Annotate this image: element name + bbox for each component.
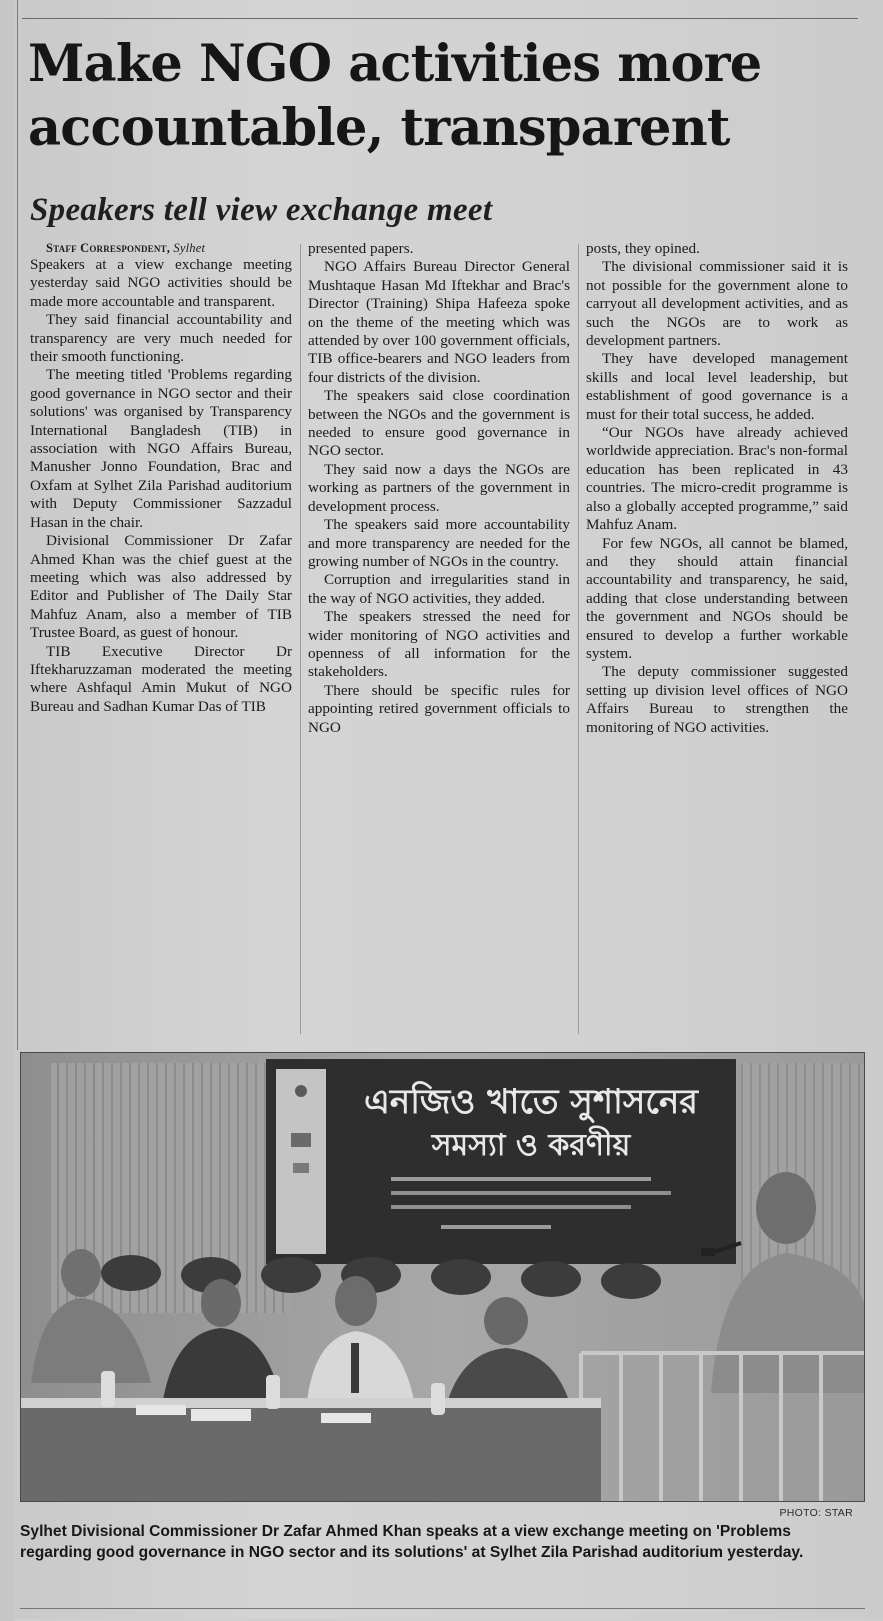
paragraph: The speakers stressed the need for wider monitoring of NGO activities and openness of all information for the stakeholders. — [308, 608, 570, 681]
photo-caption: Sylhet Divisional Commissioner Dr Zafar Ahmed Khan speaks at a view exchange meeting on 'Problems regarding good governance in NGO sector and its solutions' at Sylhet Zila Parishad auditorium yesterday. — [20, 1523, 804, 1561]
paragraph: posts, they opined. — [586, 240, 700, 257]
column-rule — [300, 244, 301, 1034]
banner-fine-text — [441, 1225, 551, 1229]
byline-name: Staff Correspondent, — [46, 241, 171, 255]
banner-title-line-1: এনজিও খাতে সুশাসনের — [364, 1082, 698, 1122]
article-body — [30, 240, 860, 1040]
photo-scene — [21, 1053, 864, 1501]
paragraph: NGO Affairs Bureau Director General Mushtaque Hasan Md Iftekhar and Brac's Director (Training) Shipa Hafeeza spoke on the theme of the meeting which was attended by over 100 government officials, TIB office-bearers and NGO leaders from four districts of the division. — [308, 258, 570, 386]
column-3 — [586, 240, 848, 737]
column-divider-left — [17, 0, 18, 1050]
paragraph: The divisional commissioner said it is not possible for the government alone to carryout all development activities, and as such the NGOs are to work as development partners. — [586, 258, 848, 350]
banner-fine-text — [391, 1205, 631, 1209]
subheadline: Speakers tell view exchange meet — [30, 192, 493, 228]
banner-logo — [293, 1163, 309, 1173]
paragraph: The speakers said more accountability and more transparency are needed for the growing number of NGOs in the country. — [308, 516, 570, 570]
paragraph: “Our NGOs have already achieved worldwide appreciation. Brac's non-formal education has been replicated in 43 countries. The micro-credit programme is also a globally accepted programme,” said Mahfuz Anam. — [586, 424, 848, 534]
column-1 — [30, 240, 292, 716]
banner-logo — [291, 1133, 311, 1147]
headline — [28, 32, 878, 160]
paragraph: They have developed management skills and local level leadership, but establishment of good governance is a must for their total success, he added. — [586, 350, 848, 423]
byline-place: Sylhet — [173, 241, 206, 255]
banner-title-line-2: সমস্যা ও করণীয় — [431, 1128, 631, 1163]
paragraph: The meeting titled 'Problems regarding good governance in NGO sector and their solutions' was organised by Transparency International Bangladesh (TIB) in association with NGO Affairs Bureau, Manusher Jonno Foundation, Brac and Oxfam at Sylhet Zila Parishad auditorium with Deputy Commissioner Sazzadul Hasan in the chair. — [30, 366, 292, 531]
byline — [30, 240, 292, 256]
paragraph: They said financial accountability and transparency are very much needed for their smooth functioning. — [30, 311, 292, 366]
column-2 — [308, 240, 570, 737]
top-rule — [22, 18, 858, 19]
paragraph: For few NGOs, all cannot be blamed, and they should attain financial accountability and transparency, he said, adding that close understanding between the government and NGOs should be ensured to develop a further workable system. — [586, 534, 848, 662]
paragraph: TIB Executive Director Dr Iftekharuzzaman moderated the meeting where Ashfaqul Amin Mukut of NGO Bureau and Sadhan Kumar Das of TIB — [30, 642, 292, 715]
banner-fine-text — [391, 1191, 671, 1195]
paragraph: The speakers said close coordination between the NGOs and the government is needed to ensure good governance in NGO sector. — [308, 387, 570, 460]
paragraph: presented papers. — [308, 240, 414, 257]
head-table — [21, 1403, 601, 1501]
headline-line-2: accountable, transparent — [28, 98, 730, 158]
paragraph: They said now a days the NGOs are working as partners of the government in development process. — [308, 460, 570, 515]
banner-fine-text — [391, 1177, 651, 1181]
bottom-rule — [20, 1608, 865, 1609]
paragraph: Divisional Commissioner Dr Zafar Ahmed Khan was the chief guest at the meeting which was also addressed by Editor and Publisher of The Daily Star Mahfuz Anam, also a member of TIB Trustee Board, as guest of honour. — [30, 532, 292, 642]
photo-credit: PHOTO: STAR — [779, 1507, 853, 1519]
adjacent-column-edge — [0, 0, 14, 1621]
paragraph: Speakers at a view exchange meeting yesterday said NGO activities should be made more accountable and transparent. — [30, 256, 292, 310]
column-rule — [578, 244, 579, 1034]
paragraph: Corruption and irregularities stand in the way of NGO activities, they added. — [308, 571, 570, 607]
paragraph: There should be specific rules for appointing retired government officials to NGO — [308, 681, 570, 736]
banner-logo — [295, 1085, 307, 1097]
headline-line-1: Make NGO activities more — [28, 34, 762, 94]
paragraph: The deputy commissioner suggested setting up division level offices of NGO Affairs Bureau to strengthen the monitoring of NGO activities. — [586, 663, 848, 736]
news-photo — [20, 1052, 865, 1502]
